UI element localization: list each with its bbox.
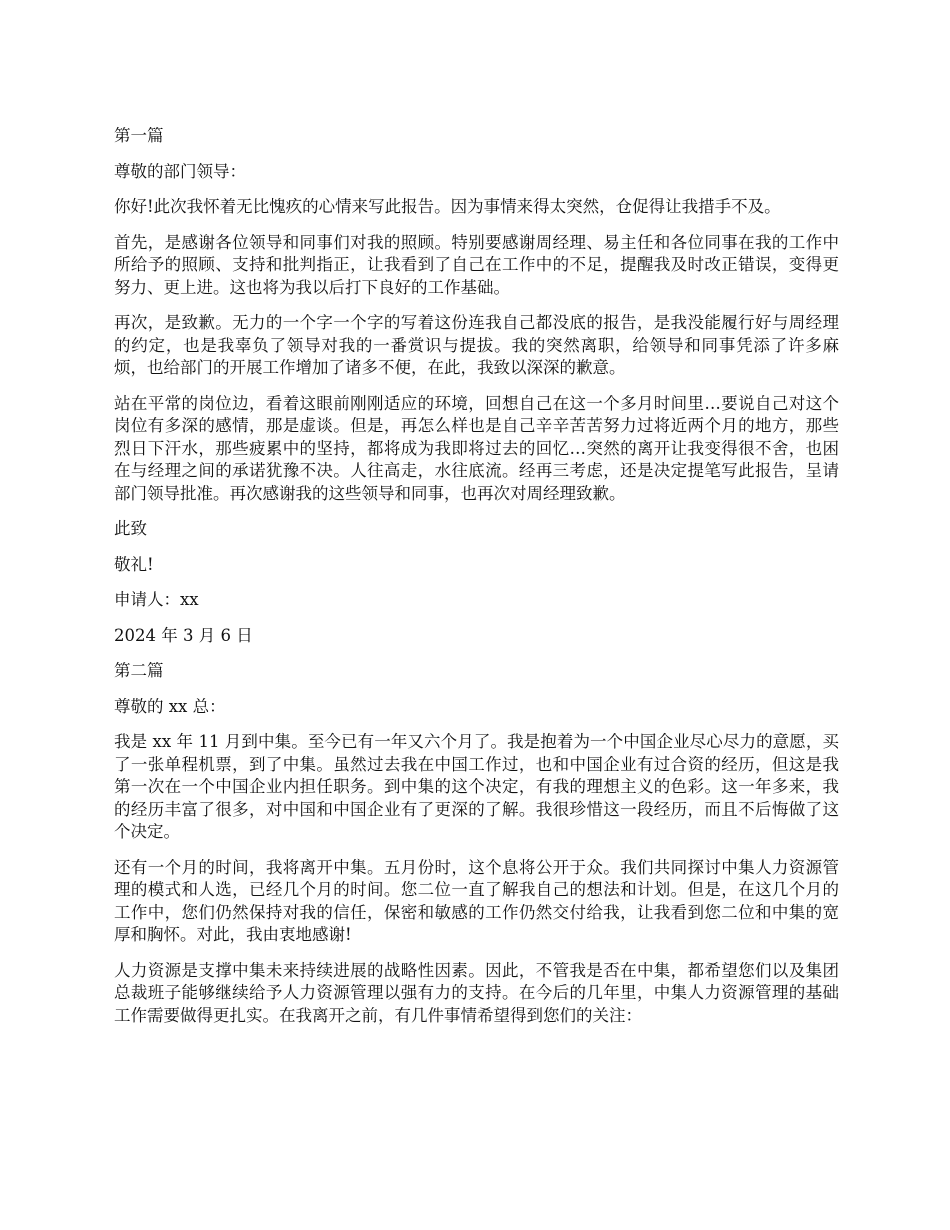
- body-paragraph: 还有一个月的时间，我将离开中集。五月份时，这个息将公开于众。我们共同探讨中集人力资源管理的模式和人选，已经几个月的时间。您二位一直了解我自己的想法和计划。但是，在这几个月的工作中，您们仍然保持对我的信任，保密和敏感的工作仍然交付给我，让我看到您二位和中集的宽厚和胸怀。对此，我由衷地感谢!: [114, 857, 839, 944]
- body-paragraph: 人力资源是支撑中集未来持续进展的战略性因素。因此，不管我是否在中集，都希望您们以及集团总裁班子能够继续给予人力资源管理以强有力的支持。在今后的几年里，中集人力资源管理的基础工作需要做得更扎实。在我离开之前，有几件事情希望得到您们的关注：: [114, 960, 839, 1025]
- closing-salute: 敬礼!: [114, 554, 154, 574]
- closing-line: 此致: [114, 519, 147, 538]
- salutation-2: 尊敬的 xx 总：: [114, 696, 226, 716]
- body-paragraph: 我是 xx 年 11 月到中集。至今已有一年又六个月了。我是抱着为一个中国企业尽心尽力的意愿，买了一张单程机票，到了中集。虽然过去我在中国工作过，也和中国企业有过合资的经历，但这是我第一次在一个中国企业内担任职务。到中集的这个决定，有我的理想主义的色彩。这一年多来，我的经历丰富了很多，对中国和中国企业有了更深的了解。我很珍惜这一段经历，而且不后悔做了这个决定。: [114, 732, 839, 841]
- body-paragraph: 再次，是致歉。无力的一个字一个字的写着这份连我自己都没底的报告，是我没能履行好与周经理的约定，也是我辜负了领导对我的一番赏识与提拔。我的突然离职，给领导和同事凭添了许多麻烦，也给部门的开展工作增加了诸多不便，在此，我致以深深的歉意。: [114, 313, 839, 377]
- document-page: [114, 125, 839, 1040]
- body-paragraph: 你好!此次我怀着无比愧疚的心情来写此报告。因为事情来得太突然，仓促得让我措手不及。: [114, 197, 781, 216]
- salutation-1: 尊敬的部门领导：: [114, 161, 246, 181]
- body-paragraph: 首先，是感谢各位领导和同事们对我的照顾。特别要感谢周经理、易主任和各位同事在我的工作中所给予的照顾、支持和批判指正，让我看到了自己在工作中的不足，提醒我及时改正错误，变得更努力、更上进。这也将为我以后打下良好的工作基础。: [114, 232, 839, 297]
- section-title-2: 第二篇: [114, 661, 164, 680]
- applicant-line: 申请人：xx: [114, 590, 199, 609]
- section-title-1: 第一篇: [114, 126, 164, 145]
- date-line: 2024 年 3 月 6 日: [114, 625, 253, 645]
- body-paragraph: 站在平常的岗位边，看着这眼前刚刚适应的环境，回想自己在这一个多月时间里…要说自己对这个岗位有多深的感情，那是虚谈。但是，再怎么样也是自己辛辛苦苦努力过将近两个月的地方，那些烈日下汗水，那些疲累中的坚持，都将成为我即将过去的回忆…突然的离开让我变得很不舍，也困在与经理之间的承诺犹豫不决。人往高走，水往底流。经再三考虑，还是决定提笔写此报告，呈请部门领导批准。再次感谢我的这些领导和同事，也再次对周经理致歉。: [114, 393, 839, 503]
